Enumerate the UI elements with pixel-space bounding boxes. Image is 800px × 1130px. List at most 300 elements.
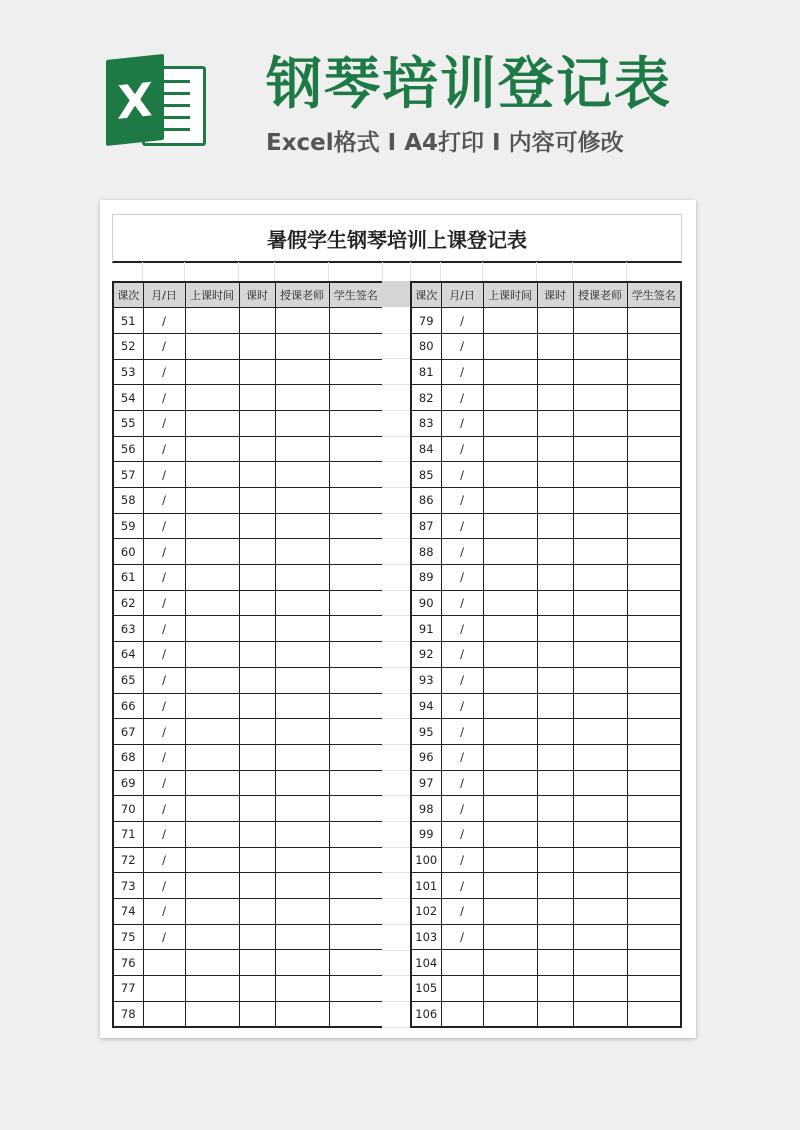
time-cell[interactable] [185, 539, 239, 565]
signature-cell[interactable] [627, 950, 681, 976]
signature-cell[interactable] [329, 693, 383, 719]
signature-cell[interactable] [627, 899, 681, 925]
hours-cell[interactable] [537, 565, 573, 591]
time-cell[interactable] [185, 385, 239, 411]
time-cell[interactable] [185, 847, 239, 873]
date-cell[interactable]: / [143, 359, 185, 385]
hours-cell[interactable] [239, 565, 275, 591]
teacher-cell[interactable] [275, 719, 329, 745]
signature-cell[interactable] [627, 410, 681, 436]
hours-cell[interactable] [239, 436, 275, 462]
time-cell[interactable] [483, 642, 537, 668]
signature-cell[interactable] [627, 308, 681, 334]
teacher-cell[interactable] [573, 899, 627, 925]
signature-cell[interactable] [329, 719, 383, 745]
date-cell[interactable]: / [143, 924, 185, 950]
time-cell[interactable] [185, 642, 239, 668]
teacher-cell[interactable] [573, 308, 627, 334]
hours-cell[interactable] [239, 847, 275, 873]
signature-cell[interactable] [329, 950, 383, 976]
signature-cell[interactable] [329, 513, 383, 539]
table-row [411, 616, 681, 642]
hours-cell[interactable] [239, 385, 275, 411]
date-cell[interactable] [143, 950, 185, 976]
date-cell[interactable]: / [143, 616, 185, 642]
time-cell[interactable] [483, 821, 537, 847]
signature-cell[interactable] [627, 693, 681, 719]
date-cell[interactable]: / [143, 539, 185, 565]
teacher-cell[interactable] [275, 950, 329, 976]
column-header: 学生签名 [627, 282, 681, 308]
date-cell[interactable]: / [441, 539, 483, 565]
teacher-cell[interactable] [275, 873, 329, 899]
teacher-cell[interactable] [573, 924, 627, 950]
lesson-number-cell: 103 [411, 924, 441, 950]
date-cell[interactable]: / [143, 565, 185, 591]
teacher-cell[interactable] [573, 565, 627, 591]
date-cell[interactable]: / [441, 847, 483, 873]
hours-cell[interactable] [537, 436, 573, 462]
date-cell[interactable]: / [143, 667, 185, 693]
time-cell[interactable] [185, 693, 239, 719]
date-cell[interactable]: / [441, 333, 483, 359]
time-cell[interactable] [185, 744, 239, 770]
signature-cell[interactable] [627, 642, 681, 668]
date-cell[interactable]: / [143, 847, 185, 873]
hours-cell[interactable] [239, 667, 275, 693]
table-row [113, 565, 383, 591]
time-cell[interactable] [483, 873, 537, 899]
signature-cell[interactable] [627, 821, 681, 847]
hours-cell[interactable] [537, 410, 573, 436]
time-cell[interactable] [483, 359, 537, 385]
date-cell[interactable]: / [143, 719, 185, 745]
teacher-cell[interactable] [275, 924, 329, 950]
hours-cell[interactable] [537, 539, 573, 565]
time-cell[interactable] [185, 565, 239, 591]
hours-cell[interactable] [239, 539, 275, 565]
teacher-cell[interactable] [573, 667, 627, 693]
time-cell[interactable] [483, 744, 537, 770]
hours-cell[interactable] [537, 333, 573, 359]
date-cell[interactable]: / [441, 873, 483, 899]
hours-cell[interactable] [537, 616, 573, 642]
signature-cell[interactable] [329, 359, 383, 385]
time-cell[interactable] [185, 488, 239, 514]
teacher-cell[interactable] [573, 539, 627, 565]
date-cell[interactable]: / [143, 796, 185, 822]
column-header: 学生签名 [329, 282, 383, 308]
teacher-cell[interactable] [275, 744, 329, 770]
teacher-cell[interactable] [275, 770, 329, 796]
signature-cell[interactable] [627, 385, 681, 411]
hours-cell[interactable] [537, 719, 573, 745]
time-cell[interactable] [483, 590, 537, 616]
time-cell[interactable] [185, 950, 239, 976]
teacher-cell[interactable] [573, 693, 627, 719]
lesson-number-cell: 68 [113, 744, 143, 770]
teacher-cell[interactable] [275, 385, 329, 411]
time-cell[interactable] [483, 796, 537, 822]
signature-cell[interactable] [329, 462, 383, 488]
teacher-cell[interactable] [275, 539, 329, 565]
hours-cell[interactable] [537, 359, 573, 385]
hours-cell[interactable] [537, 873, 573, 899]
date-cell[interactable] [441, 976, 483, 1002]
time-cell[interactable] [483, 539, 537, 565]
signature-cell[interactable] [627, 590, 681, 616]
hours-cell[interactable] [537, 667, 573, 693]
teacher-cell[interactable] [275, 847, 329, 873]
teacher-cell[interactable] [573, 462, 627, 488]
date-cell[interactable]: / [441, 308, 483, 334]
teacher-cell[interactable] [275, 462, 329, 488]
time-cell[interactable] [185, 410, 239, 436]
teacher-cell[interactable] [275, 513, 329, 539]
time-cell[interactable] [185, 308, 239, 334]
date-cell[interactable]: / [143, 436, 185, 462]
hours-cell[interactable] [239, 462, 275, 488]
signature-cell[interactable] [329, 385, 383, 411]
date-cell[interactable]: / [143, 590, 185, 616]
table-row [411, 770, 681, 796]
hours-cell[interactable] [537, 821, 573, 847]
teacher-cell[interactable] [573, 513, 627, 539]
time-cell[interactable] [185, 924, 239, 950]
time-cell[interactable] [185, 359, 239, 385]
hours-cell[interactable] [537, 950, 573, 976]
signature-cell[interactable] [329, 488, 383, 514]
hours-cell[interactable] [537, 847, 573, 873]
time-cell[interactable] [483, 410, 537, 436]
date-cell[interactable]: / [143, 770, 185, 796]
teacher-cell[interactable] [275, 693, 329, 719]
time-cell[interactable] [483, 667, 537, 693]
hours-cell[interactable] [239, 770, 275, 796]
hours-cell[interactable] [239, 488, 275, 514]
time-cell[interactable] [483, 847, 537, 873]
hours-cell[interactable] [537, 924, 573, 950]
signature-cell[interactable] [627, 616, 681, 642]
time-cell[interactable] [483, 770, 537, 796]
signature-cell[interactable] [329, 436, 383, 462]
date-cell[interactable]: / [143, 873, 185, 899]
signature-cell[interactable] [627, 796, 681, 822]
signature-cell[interactable] [627, 462, 681, 488]
date-cell[interactable]: / [143, 462, 185, 488]
time-cell[interactable] [185, 873, 239, 899]
date-cell[interactable] [441, 1001, 483, 1027]
date-cell[interactable]: / [441, 565, 483, 591]
hours-cell[interactable] [239, 899, 275, 925]
time-cell[interactable] [483, 719, 537, 745]
signature-cell[interactable] [329, 642, 383, 668]
hours-cell[interactable] [239, 590, 275, 616]
time-cell[interactable] [185, 616, 239, 642]
time-cell[interactable] [185, 1001, 239, 1027]
signature-cell[interactable] [329, 899, 383, 925]
signature-cell[interactable] [329, 924, 383, 950]
hours-cell[interactable] [537, 693, 573, 719]
gutter-line [382, 384, 410, 385]
time-cell[interactable] [185, 667, 239, 693]
teacher-cell[interactable] [573, 385, 627, 411]
teacher-cell[interactable] [573, 821, 627, 847]
date-cell[interactable]: / [441, 667, 483, 693]
time-cell[interactable] [483, 693, 537, 719]
teacher-cell[interactable] [573, 616, 627, 642]
teacher-cell[interactable] [573, 873, 627, 899]
signature-cell[interactable] [627, 770, 681, 796]
teacher-cell[interactable] [275, 667, 329, 693]
hours-cell[interactable] [537, 976, 573, 1002]
date-cell[interactable]: / [441, 590, 483, 616]
signature-cell[interactable] [627, 488, 681, 514]
date-cell[interactable]: / [441, 770, 483, 796]
column-header: 月/日 [143, 282, 185, 308]
teacher-cell[interactable] [573, 410, 627, 436]
teacher-cell[interactable] [573, 436, 627, 462]
time-cell[interactable] [483, 462, 537, 488]
time-cell[interactable] [185, 796, 239, 822]
date-cell[interactable]: / [143, 308, 185, 334]
signature-cell[interactable] [627, 513, 681, 539]
signature-cell[interactable] [329, 770, 383, 796]
teacher-cell[interactable] [573, 333, 627, 359]
table-row [113, 308, 383, 334]
hours-cell[interactable] [537, 513, 573, 539]
teacher-cell[interactable] [275, 333, 329, 359]
date-cell[interactable] [143, 976, 185, 1002]
signature-cell[interactable] [627, 539, 681, 565]
hours-cell[interactable] [239, 1001, 275, 1027]
date-cell[interactable]: / [143, 899, 185, 925]
date-cell[interactable]: / [143, 333, 185, 359]
date-cell[interactable]: / [143, 693, 185, 719]
time-cell[interactable] [483, 488, 537, 514]
signature-cell[interactable] [627, 1001, 681, 1027]
hours-cell[interactable] [239, 744, 275, 770]
signature-cell[interactable] [329, 873, 383, 899]
signature-cell[interactable] [329, 821, 383, 847]
date-cell[interactable]: / [441, 744, 483, 770]
main-title: 钢琴培训登记表 [266, 52, 672, 117]
hours-cell[interactable] [537, 385, 573, 411]
teacher-cell[interactable] [573, 976, 627, 1002]
teacher-cell[interactable] [275, 796, 329, 822]
hours-cell[interactable] [239, 821, 275, 847]
date-cell[interactable]: / [143, 642, 185, 668]
date-cell[interactable]: / [441, 693, 483, 719]
time-cell[interactable] [483, 616, 537, 642]
hours-cell[interactable] [239, 976, 275, 1002]
signature-cell[interactable] [329, 744, 383, 770]
time-cell[interactable] [185, 899, 239, 925]
hours-cell[interactable] [239, 616, 275, 642]
date-cell[interactable]: / [441, 899, 483, 925]
hours-cell[interactable] [239, 642, 275, 668]
hours-cell[interactable] [537, 796, 573, 822]
hours-cell[interactable] [537, 590, 573, 616]
signature-cell[interactable] [329, 539, 383, 565]
signature-cell[interactable] [329, 796, 383, 822]
teacher-cell[interactable] [573, 488, 627, 514]
hours-cell[interactable] [239, 873, 275, 899]
teacher-cell[interactable] [573, 359, 627, 385]
hours-cell[interactable] [239, 924, 275, 950]
signature-cell[interactable] [627, 976, 681, 1002]
hours-cell[interactable] [239, 359, 275, 385]
time-cell[interactable] [185, 333, 239, 359]
lesson-number-cell: 58 [113, 488, 143, 514]
signature-cell[interactable] [627, 359, 681, 385]
teacher-cell[interactable] [573, 744, 627, 770]
time-cell[interactable] [483, 1001, 537, 1027]
date-cell[interactable]: / [441, 513, 483, 539]
hours-cell[interactable] [537, 744, 573, 770]
date-cell[interactable]: / [143, 410, 185, 436]
teacher-cell[interactable] [275, 1001, 329, 1027]
time-cell[interactable] [185, 436, 239, 462]
teacher-cell[interactable] [275, 436, 329, 462]
signature-cell[interactable] [329, 308, 383, 334]
date-cell[interactable]: / [441, 796, 483, 822]
signature-cell[interactable] [627, 847, 681, 873]
teacher-cell[interactable] [275, 565, 329, 591]
hours-cell[interactable] [239, 693, 275, 719]
teacher-cell[interactable] [573, 1001, 627, 1027]
teacher-cell[interactable] [275, 616, 329, 642]
table-row [113, 976, 383, 1002]
signature-cell[interactable] [329, 590, 383, 616]
hours-cell[interactable] [239, 410, 275, 436]
time-cell[interactable] [185, 976, 239, 1002]
date-cell[interactable]: / [143, 488, 185, 514]
date-cell[interactable]: / [441, 359, 483, 385]
time-cell[interactable] [483, 924, 537, 950]
date-cell[interactable] [143, 1001, 185, 1027]
signature-cell[interactable] [329, 667, 383, 693]
subtitle: Excel格式 I A4打印 I 内容可修改 [266, 130, 624, 156]
teacher-cell[interactable] [275, 359, 329, 385]
date-cell[interactable]: / [441, 436, 483, 462]
time-cell[interactable] [483, 333, 537, 359]
date-cell[interactable]: / [441, 616, 483, 642]
hours-cell[interactable] [537, 770, 573, 796]
signature-cell[interactable] [329, 1001, 383, 1027]
time-cell[interactable] [483, 513, 537, 539]
column-header: 上课时间 [185, 282, 239, 308]
time-cell[interactable] [185, 719, 239, 745]
date-cell[interactable]: / [143, 821, 185, 847]
time-cell[interactable] [483, 565, 537, 591]
time-cell[interactable] [483, 899, 537, 925]
teacher-cell[interactable] [573, 642, 627, 668]
signature-cell[interactable] [329, 847, 383, 873]
table-row [411, 436, 681, 462]
signature-cell[interactable] [329, 410, 383, 436]
teacher-cell[interactable] [275, 590, 329, 616]
hours-cell[interactable] [239, 333, 275, 359]
hours-cell[interactable] [537, 488, 573, 514]
time-cell[interactable] [483, 436, 537, 462]
time-cell[interactable] [483, 950, 537, 976]
date-cell[interactable]: / [441, 410, 483, 436]
hours-cell[interactable] [537, 462, 573, 488]
signature-cell[interactable] [329, 616, 383, 642]
date-cell[interactable]: / [441, 924, 483, 950]
signature-cell[interactable] [627, 333, 681, 359]
teacher-cell[interactable] [573, 770, 627, 796]
date-cell[interactable]: / [143, 385, 185, 411]
date-cell[interactable]: / [143, 744, 185, 770]
signature-cell[interactable] [627, 565, 681, 591]
signature-cell[interactable] [329, 976, 383, 1002]
hours-cell[interactable] [239, 950, 275, 976]
teacher-cell[interactable] [573, 719, 627, 745]
signature-cell[interactable] [627, 873, 681, 899]
teacher-cell[interactable] [573, 590, 627, 616]
date-cell[interactable]: / [441, 642, 483, 668]
hours-cell[interactable] [537, 308, 573, 334]
date-cell[interactable]: / [441, 821, 483, 847]
time-cell[interactable] [185, 770, 239, 796]
teacher-cell[interactable] [275, 976, 329, 1002]
hours-cell[interactable] [537, 899, 573, 925]
time-cell[interactable] [483, 385, 537, 411]
hours-cell[interactable] [239, 513, 275, 539]
signature-cell[interactable] [627, 744, 681, 770]
signature-cell[interactable] [627, 924, 681, 950]
hours-cell[interactable] [239, 719, 275, 745]
signature-cell[interactable] [627, 719, 681, 745]
sheet-title-cell [112, 214, 682, 263]
hours-cell[interactable] [239, 308, 275, 334]
date-cell[interactable]: / [441, 488, 483, 514]
teacher-cell[interactable] [275, 488, 329, 514]
signature-cell[interactable] [627, 436, 681, 462]
teacher-cell[interactable] [275, 821, 329, 847]
date-cell[interactable]: / [441, 385, 483, 411]
date-cell[interactable]: / [143, 513, 185, 539]
hours-cell[interactable] [537, 1001, 573, 1027]
teacher-cell[interactable] [573, 950, 627, 976]
signature-cell[interactable] [329, 565, 383, 591]
teacher-cell[interactable] [573, 847, 627, 873]
teacher-cell[interactable] [275, 899, 329, 925]
signature-cell[interactable] [627, 667, 681, 693]
date-cell[interactable] [441, 950, 483, 976]
table-row [113, 950, 383, 976]
time-cell[interactable] [483, 976, 537, 1002]
teacher-cell[interactable] [275, 308, 329, 334]
table-row [411, 488, 681, 514]
teacher-cell[interactable] [275, 410, 329, 436]
date-cell[interactable]: / [441, 719, 483, 745]
hours-cell[interactable] [239, 796, 275, 822]
time-cell[interactable] [185, 590, 239, 616]
teacher-cell[interactable] [573, 796, 627, 822]
time-cell[interactable] [185, 821, 239, 847]
time-cell[interactable] [483, 308, 537, 334]
signature-cell[interactable] [329, 333, 383, 359]
time-cell[interactable] [185, 462, 239, 488]
teacher-cell[interactable] [275, 642, 329, 668]
hours-cell[interactable] [537, 642, 573, 668]
date-cell[interactable]: / [441, 462, 483, 488]
time-cell[interactable] [185, 513, 239, 539]
table-row [411, 899, 681, 925]
